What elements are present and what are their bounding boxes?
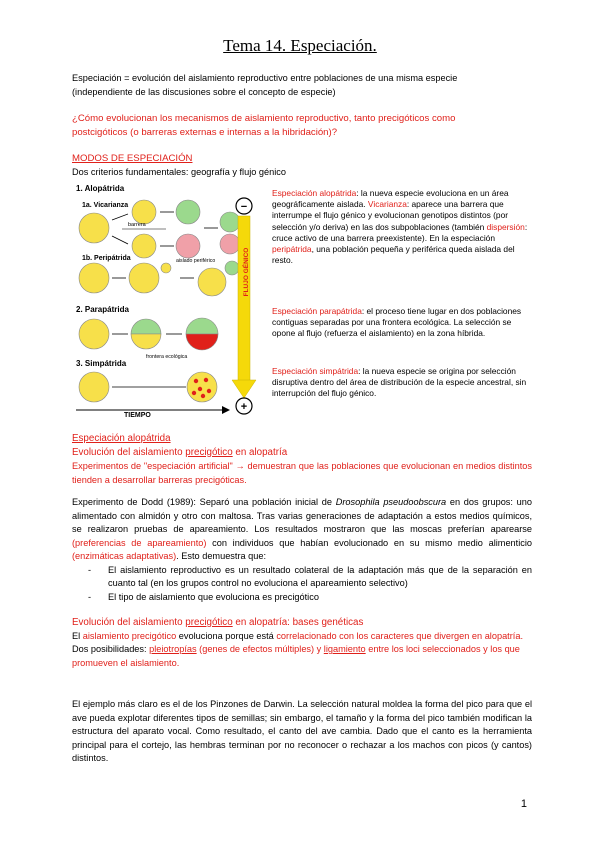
- dodd-text: Experimento de Dodd (1989): Separó una población inicial de: [72, 497, 336, 507]
- ancestral-population-circle: [79, 372, 109, 402]
- ancestral-population-circle: [79, 319, 109, 349]
- genetic-bases-section: [72, 616, 532, 670]
- genetic-bases-line-1: [72, 630, 532, 644]
- highlight: correlacionado con los caracteres que divergen en alopatría.: [276, 630, 524, 641]
- experiment-result: las poblaciones que evolucionan en medios distintos tienden a desarrollar barreras precigóticas.: [72, 461, 532, 485]
- subpopulation-circle: [132, 200, 156, 224]
- ancestral-population-circle: [79, 263, 109, 293]
- modos-heading: MODOS DE ESPECIACIÓN: [72, 153, 193, 164]
- genetic-bases-line-2: [72, 643, 532, 670]
- desc-simpatrida: [272, 366, 534, 400]
- label-peripatrida: 1b. Peripátrida: [82, 255, 131, 262]
- label-parapatrida: 2. Parapátrida: [76, 305, 129, 314]
- time-arrowhead: [222, 406, 230, 414]
- subpopulation-circle: [132, 234, 156, 258]
- artificial-speciation-text: [72, 460, 532, 487]
- dodd-text: en dos grupos: uno alimentado con almidón y otro con maltosa. Tras varias generaciones de adaptación a estos medios químicos, se realizaron pruebas de apareamiento. Los resultados mostraron que las moscas preferían aparearse: [72, 497, 532, 534]
- alopatrida-section: [72, 432, 532, 487]
- label-aislado: aislado periférico: [176, 258, 216, 264]
- desc-alopatrida: [272, 188, 534, 266]
- term-pleiotropias: pleiotropías: [149, 644, 197, 654]
- intro-line-2: (independiente de las discusiones sobre el concepto de especie): [72, 86, 336, 97]
- subheading-term: precigótico: [185, 446, 233, 458]
- population-circle: [129, 263, 159, 293]
- desc-parapatrida: [272, 306, 534, 340]
- term-ligamiento: ligamiento: [323, 644, 366, 654]
- gene-flow-arrow-body: [238, 216, 250, 382]
- modos-subheading: Dos criterios fundamentales: geografía y flujo génico: [72, 167, 286, 177]
- desc-text: : aparece una barrera que interrumpe el flujo génico y evolucionan genotipos distintos (por selección y/o deriva) en las dos subpoblaciones (también: [272, 199, 509, 232]
- peripheral-new-species: [225, 261, 239, 275]
- label-vicarianza: 1a. Vicarianza: [82, 202, 129, 209]
- genetic-bases-heading: [72, 616, 532, 630]
- list-item: - El aislamiento reproductivo es un resultado colateral de la adaptación más que de la separación en cuanto tal (en los grupos control no evoluciona el apareamiento selectivo): [72, 564, 532, 591]
- ancestral-population-circle: [79, 213, 109, 243]
- dodd-experiment: [72, 496, 532, 604]
- list-item: - El tipo de aislamiento que evoluciona es precigótico: [72, 591, 532, 605]
- highlight: entre los loci seleccionados y los que promueven el aislamiento.: [72, 644, 520, 668]
- sympatric-dot: [204, 378, 208, 382]
- intro-definition: [72, 72, 532, 99]
- sympatric-dot: [194, 379, 198, 383]
- heading-text: en alopatría: bases genéticas: [232, 617, 364, 628]
- population-circle: [198, 268, 226, 296]
- sympatric-dot: [198, 387, 202, 391]
- parapatric-half-yellow: [131, 334, 161, 349]
- question-line-2: postcigóticos (o barreras externas e internas a la hibridación)?: [72, 126, 338, 138]
- dodd-conclusions-list: [72, 564, 532, 605]
- label-alopatrida: 1. Alopátrida: [76, 184, 125, 193]
- term-vicarianza: Vicarianza: [367, 199, 407, 210]
- parapatric-new-red: [186, 334, 218, 350]
- diverged-population-pink: [176, 234, 200, 258]
- speciation-modes-figure: [72, 182, 532, 417]
- diverged-population-green: [176, 200, 200, 224]
- peripheral-isolate-circle: [161, 263, 171, 273]
- sympatric-dot: [207, 389, 211, 393]
- label-frontera: frontera ecológica: [146, 354, 188, 360]
- arrow-line: [112, 214, 128, 220]
- species-name: Drosophila pseudoobscura: [335, 497, 447, 507]
- parapatric-half-green: [131, 319, 161, 334]
- parapatric-new-green: [186, 318, 218, 334]
- desc-text: : el proceso tiene lugar en dos poblaciones contiguas separadas por una frontera ecológica. La selección se opone al flujo (refuerza el aislamiento) en la zona híbrida.: [272, 306, 522, 339]
- sympatric-dot: [201, 394, 205, 398]
- new-species-green: [220, 212, 240, 232]
- arrow-line: [112, 236, 128, 244]
- text: Dos posibilidades:: [72, 644, 150, 654]
- highlight: (genes de efectos múltiples) y: [196, 644, 324, 654]
- term-peripatrida: peripátrida: [272, 244, 312, 255]
- desc-text: , una población pequeña y periférica queda aislada del resto.: [272, 244, 515, 266]
- heading-text: Evolución del aislamiento: [72, 617, 186, 628]
- page-title: Tema 14. Especiación.: [223, 36, 377, 55]
- label-tiempo: TIEMPO: [124, 412, 151, 417]
- alopatrida-subheading: [72, 446, 532, 460]
- highlight: aislamiento precigótico: [82, 630, 177, 641]
- desc-text: : la nueva especie se origina por selección disruptiva dentro del área de distribución de la especie ancestral, sin interrupción del flujo génico.: [272, 366, 527, 399]
- label-barrera: barrera: [128, 222, 146, 228]
- subheading-text: Evolución del aislamiento: [72, 446, 186, 458]
- key-question: [72, 112, 532, 139]
- darwin-finches-paragraph: El ejemplo más claro es el de los Pinzones de Darwin. La selección natural moldea la forma del pico para que el ave pueda explotar diferentes tipos de semillas; sin embargo, el tamaño y la forma del pico también modifican la estructura del aparato vocal. Como resultado, el canto del ave cambia. Dado que el canto es la herramienta principal para el cortejo, las hembras terminan por no reconocer o rechazar a los machos con picos (y cantos) distintos.: [72, 699, 532, 763]
- text: evoluciona porque está: [176, 630, 277, 641]
- page-number: 1: [520, 798, 527, 810]
- heading-term: precigótico: [185, 617, 233, 628]
- subheading-text: en alopatría: [232, 446, 288, 458]
- intro-line-1: Especiación = evolución del aislamiento reproductivo entre poblaciones de una misma especie: [72, 73, 458, 83]
- term-dispersion: dispersión: [486, 221, 525, 232]
- question-line-1: ¿Cómo evolucionan los mecanismos de aislamiento reproductivo, tanto precigóticos como: [72, 113, 456, 124]
- term-parapatrida: Especiación parapátrida: [272, 306, 362, 316]
- label-simpatrida: 3. Simpátrida: [76, 359, 127, 368]
- term-alopatrida: Especiación alopátrida: [272, 188, 357, 198]
- alopatrida-heading: Especiación alopátrida: [72, 433, 171, 444]
- dodd-highlight: (enzimáticas adaptativas): [72, 551, 177, 561]
- new-species-pink: [220, 234, 240, 254]
- dodd-text: . Esto demuestra que:: [176, 551, 267, 561]
- dodd-text: con individuos que habían evolucionado en su mismo medio alimenticio: [206, 537, 532, 548]
- dodd-highlight: (preferencias de apareamiento): [72, 537, 207, 548]
- label-flujo: FLUJO GÉNICO: [243, 247, 250, 297]
- minus-sign: −: [240, 201, 248, 213]
- sympatric-dot: [192, 391, 196, 395]
- desc-text: : cruce activo de una barrera preexistente). En la especiación: [272, 221, 528, 243]
- term-simpatrida: Especiación simpátrida: [272, 366, 359, 376]
- experiment-text: Experimentos de "especiación artificial" → demuestran que: [72, 461, 317, 471]
- plus-sign: +: [240, 401, 248, 413]
- text: El: [72, 630, 83, 641]
- desc-text: : la nueva especie evoluciona en un área geográficamente aislada.: [272, 188, 509, 210]
- gene-flow-arrowhead: [232, 380, 256, 398]
